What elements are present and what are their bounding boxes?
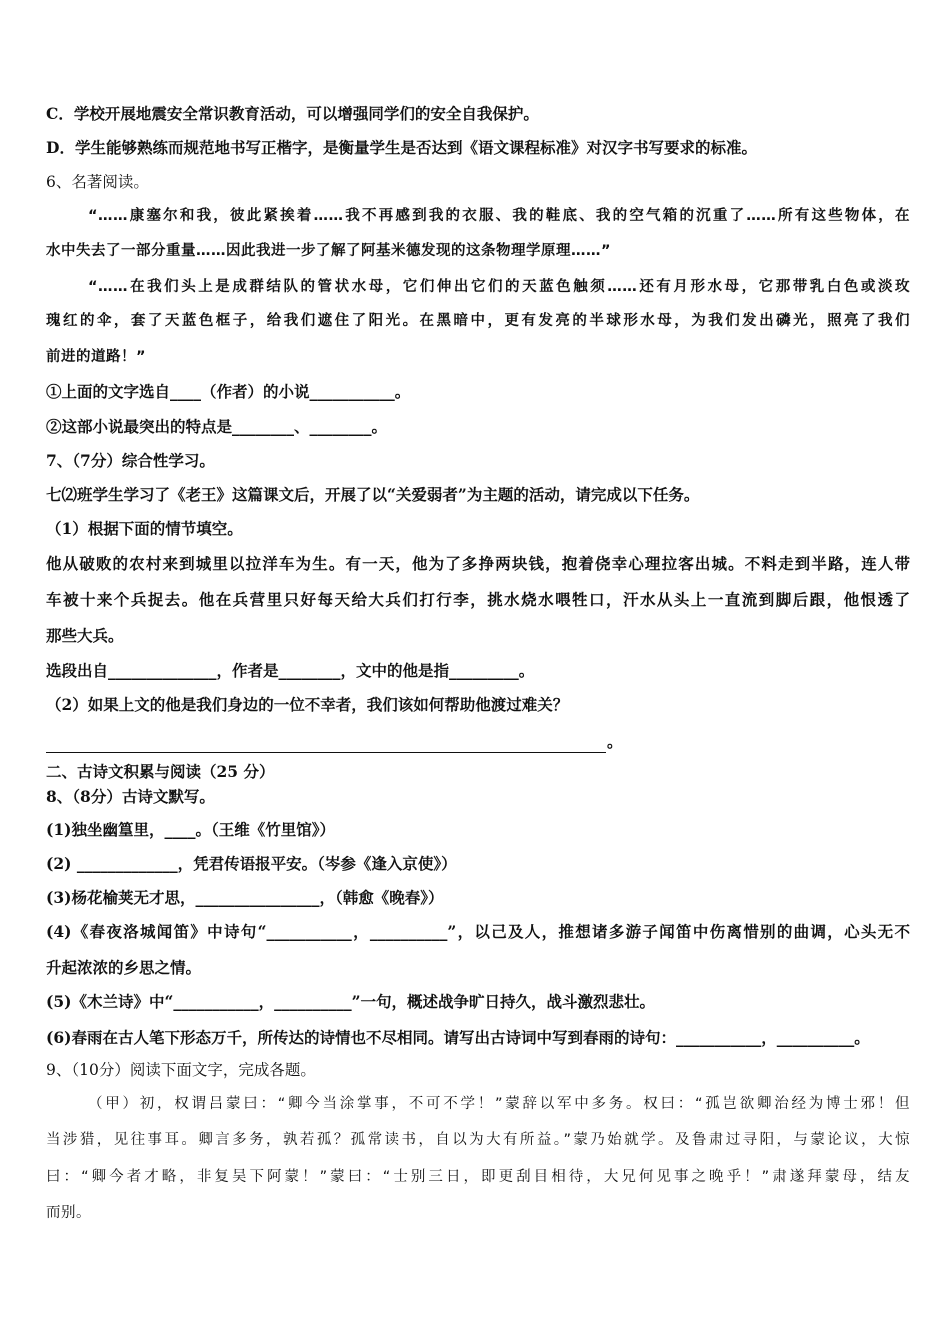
q6-quote2-line1: “……在我们头上是成群结队的管状水母，它们伸出它们的天蓝色触须……还有月形水母，它那带乳白色或淡玫 [88,279,910,295]
q8-item-4-line2: 升起浓浓的乡思之情。 [46,958,202,977]
q8-item-6: (6)春雨在古人笔下形态万千，所传达的诗情也不尽相同。请写出古诗词中写到春雨的诗句：___________，__________。 [46,1028,870,1047]
q7-passage-line3: 那些大兵。 [46,626,124,645]
q6-quote2-line2: 瑰红的伞，套了天蓝色框子，给我们遮住了阳光。在黑暗中，更有发亮的半球形水母，为我们发出磷光，照亮了我们 [46,313,910,329]
q8-item-3: (3)杨花榆荚无才思，________________，（韩愈《晚春》） [46,888,444,907]
q6-quote1-line2: 水中失去了一部分重量……因此我进一步了解了阿基米德发现的这条物理学原理……” [46,243,612,259]
q7-passage-line1: 他从破败的农村来到城里以拉洋车为生。有一天，他为了多挣两块钱，抱着侥幸心理拉客出城。不料走到半路，连人带 [46,554,910,573]
q6-subquestion-2: ②这部小说最突出的特点是________、________。 [46,417,388,436]
q7-subquestion-1: （1）根据下面的情节填空。 [46,519,243,538]
q9-passage-line1: （甲）初，权谓吕蒙曰：“卿今当涂掌事，不可不学！”蒙辞以军中多务。权曰：“孤岂欲卿治经为博士邪！但 [88,1096,910,1112]
q7-intro: 七⑵班学生学习了《老王》这篇课文后，开展了以“关爱弱者”为主题的活动，请完成以下任务。 [46,485,700,504]
question-6-title: 6、名著阅读。 [46,173,149,191]
q9-passage-line2: 当涉猎，见往事耳。卿言多务，孰若孤？孤常读书，自以为大有所益。”蒙乃始就学。及鲁肃过寻阳，与蒙论议，大惊 [46,1132,910,1148]
option-d: D．学生能够熟练而规范地书写正楷字，是衡量学生是否达到《语文课程标准》对汉字书写要求的标准。 [46,138,757,157]
q6-subquestion-1: ①上面的文字选自____（作者）的小说___________。 [46,382,411,401]
q6-quote1-line1: “……康塞尔和我，彼此紧挨着……我不再感到我的衣服、我的鞋底、我的空气箱的沉重了……所有这些物体，在 [88,208,910,224]
q8-item-1: (1)独坐幽篁里，____。（王维《竹里馆》） [46,820,335,839]
section-2-heading: 二、古诗文积累与阅读（25 分） [46,762,275,781]
q6-quote2-line3: 前进的道路！” [46,349,147,365]
q9-passage-line4: 而别。 [46,1205,91,1221]
question-7-title: 7、（7分）综合性学习。 [46,451,215,470]
q7-subquestion-2: （2）如果上文的他是我们身边的一位不幸者，我们该如何帮助他渡过难关？ [46,695,569,714]
answer-line [46,752,606,753]
q8-item-5: (5)《木兰诗》中“___________，__________”一句，概述战争旷日持久，战斗激烈悲壮。 [46,992,656,1011]
option-c: C．学校开展地震安全常识教育活动，可以增强同学们的安全自我保护。 [46,104,539,123]
q9-passage-line3: 曰：“卿今者才略，非复吴下阿蒙！”蒙曰：“士别三日，即更刮目相待，大兄何见事之晚乎！”肃遂拜蒙母，结友 [46,1169,910,1185]
answer-line-end: 。 [607,732,623,751]
q7-passage-line2: 车被十来个兵捉去。他在兵营里只好每天给大兵们打行李，挑水烧水喂牲口，汗水从头上一直流到脚后跟，他恨透了 [46,590,910,609]
q8-item-4-line1: (4)《春夜洛城闻笛》中诗句“___________，__________”，以己及人，推想诸多游子闻笛中伤离惜别的曲调，心头无不 [46,922,910,941]
question-8-title: 8、（8分）古诗文默写。 [46,787,215,806]
q7-fill-blanks: 选段出自______________，作者是________，文中的他是指_________。 [46,661,535,680]
question-9-title: 9、（10分）阅读下面文字，完成各题。 [46,1061,316,1079]
q8-item-2: (2) _____________，凭君传语报平安。（岑参《逢入京使》） [46,854,457,873]
